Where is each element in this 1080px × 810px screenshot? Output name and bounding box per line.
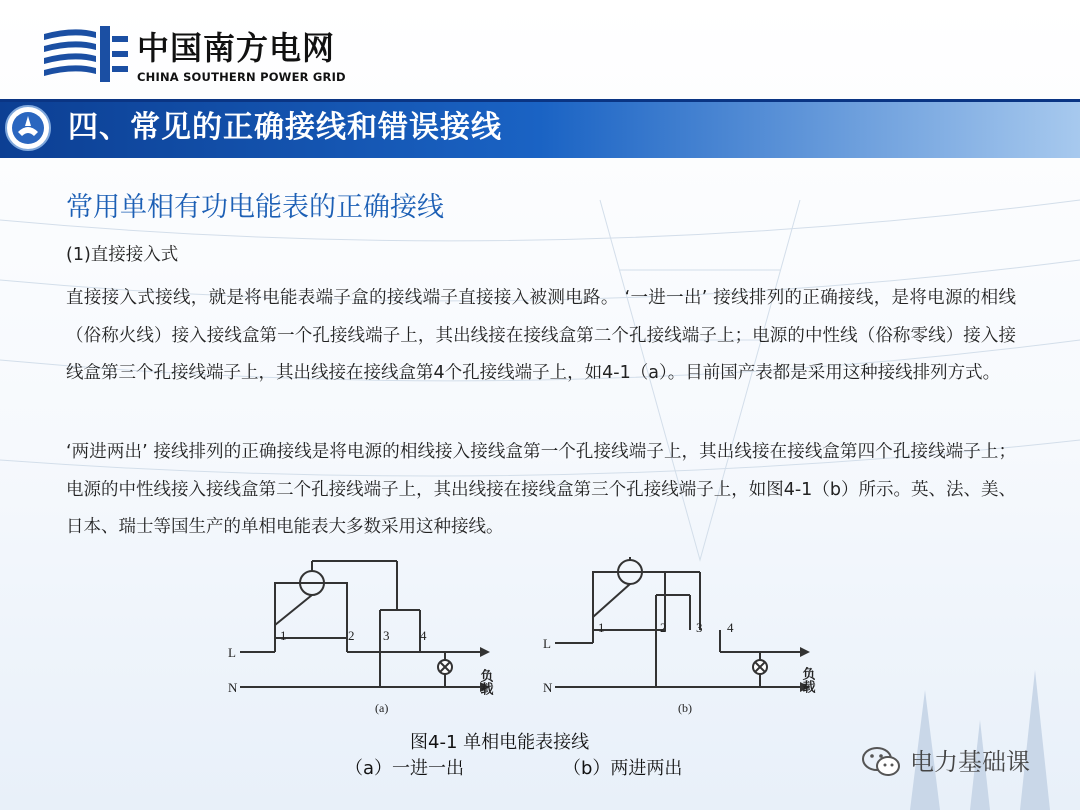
wechat-icon [860,744,902,780]
diagram-b-line-l: L [543,636,551,651]
diagram-a-terminal-4: 4 [420,628,427,643]
figure-sub-caption-a: （a）一进一出 [345,758,465,779]
figure-caption: 图4-1 单相电能表接线 [410,732,590,753]
logo-english-text: CHINA SOUTHERN POWER GRID [137,70,346,84]
item-label: (1)直接接入式 [66,245,179,265]
china-southern-power-grid-logo-icon [44,26,128,82]
diagram-a-terminal-3: 3 [383,628,390,643]
diagram-a-line-n: N [228,680,238,695]
diagram-a-terminal-1: 1 [280,628,287,643]
diagram-b-load [753,660,767,674]
paragraph-direct-connection: 直接接入式接线，就是将电能表端子盒的接线端子直接接入被测电路。 ‘一进一出’ 接线排列的正确接线，是将电源的相线（俗称火线）接入接线盒第一个孔接线端子上，其出线接在接线盒第二个孔接线端子上；电源的中性线（俗称零线）接入接线盒第三个孔接线端子上，其出线接在接线盒第4个孔接线端子上，如4-1（a）。目前国产表都是采用这种接线排列方式。 [66,288,1016,383]
wiring-diagram-figure [220,555,840,725]
paragraph-two-in-two-out: ‘两进两出’ 接线排列的正确接线是将电源的相线接入接线盒第一个孔接线端子上，其出线接在接线盒第四个孔接线端子上；电源的中性线接入接线盒第二个孔接线端子上，其出线接在接线盒第三个孔接线端子上，如图4-1（b）所示。英、法、美、日本、瑞士等国生产的单相电能表大多数采用这种接线。 [66,442,1016,537]
diagram-b-load-label: 负载 [800,667,816,693]
grid-emblem-icon [4,104,52,152]
diagram-a-panel-label: (a) [375,701,389,715]
diagram-a-terminal-2: 2 [348,628,355,643]
diagram-b-terminal-3: 3 [696,620,703,635]
diagram-b-terminal-1: 1 [598,620,605,635]
diagram-a-load [438,660,452,674]
watermark-text: 电力基础课 [910,748,1030,776]
slide-subtitle: 常用单相有功电能表的正确接线 [66,192,444,223]
diagram-b-line-n: N [543,680,553,695]
diagram-b-terminal-4: 4 [727,620,734,635]
diagram-b-panel-label: (b) [678,701,692,715]
section-title: 四、常见的正确接线和错误接线 [68,110,502,145]
figure-sub-caption-b: （b）两进两出 [563,758,683,779]
diagram-b-terminal-2: 2 [660,620,667,635]
background-towers [880,650,1080,810]
diagram-a-load-label: 负载 [478,669,494,695]
logo-chinese-text: 中国南方电网 [137,29,336,67]
diagram-a-line-l: L [228,645,236,660]
